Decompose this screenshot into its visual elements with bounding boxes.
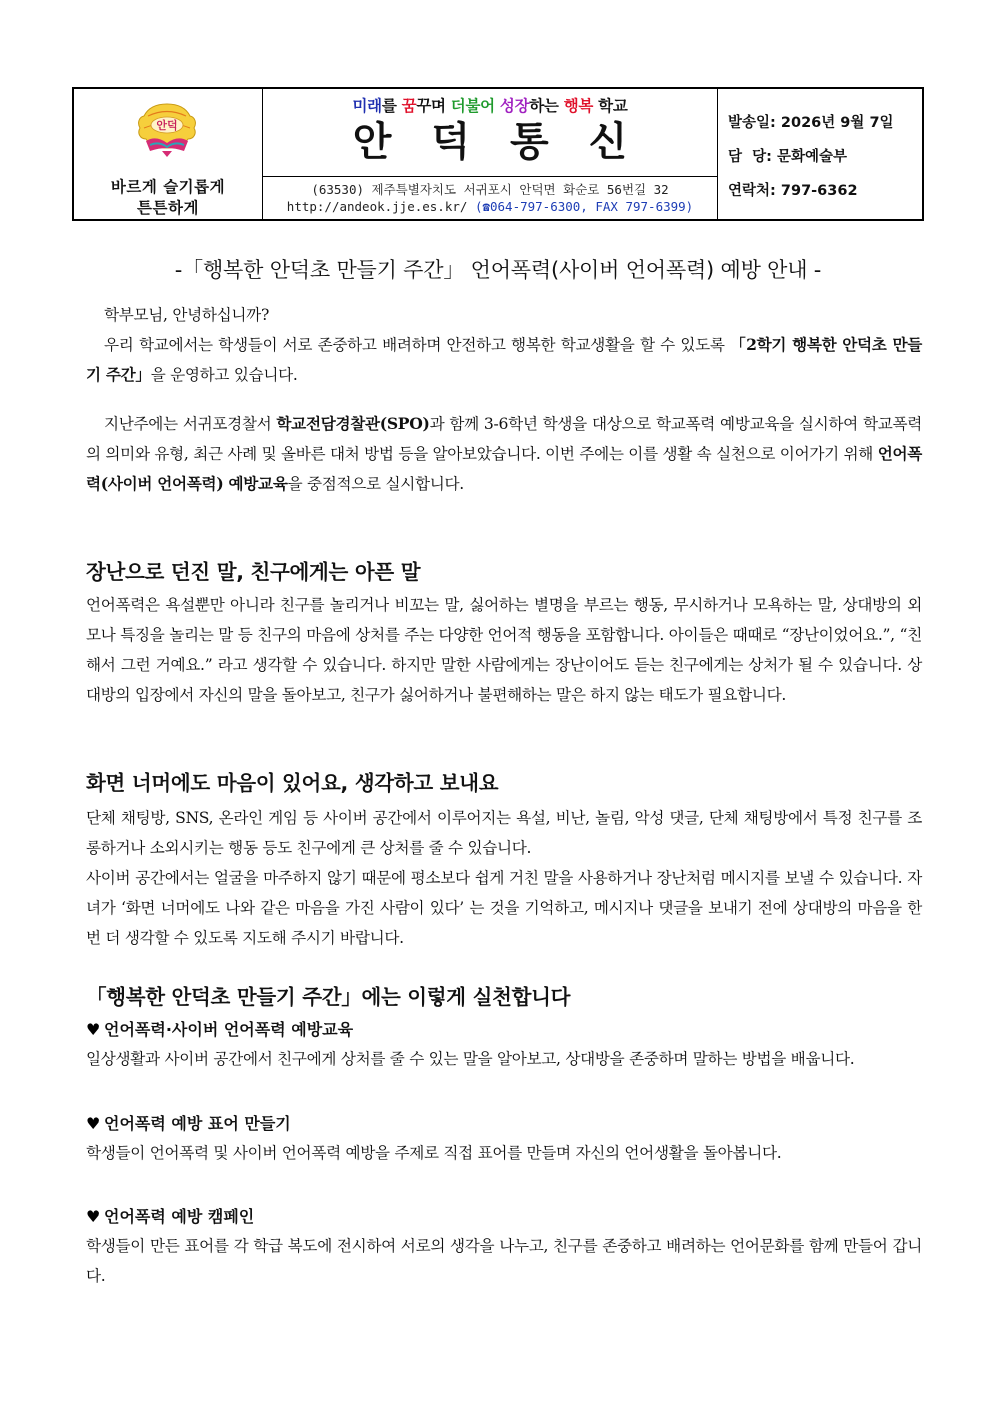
slogan-word: 더불어 <box>450 97 500 115</box>
school-address: (63530) 제주특별자치도 서귀포시 안덕면 화순로 56번길 32 <box>311 182 669 197</box>
department-label: 담 당: <box>728 149 772 165</box>
section-2-body-1: 단체 채팅방, SNS, 온라인 게임 등 사이버 공간에서 이루어지는 욕설, 비난, 놀림, 악성 댓글, 단체 채팅방에서 특정 친구를 조롱하거나 소외시키는 행동 등도 친구에게 큰 상처를 줄 수 있습니다. <box>86 809 922 857</box>
school-url-link[interactable]: http://andeok.jje.es.kr/ <box>286 199 468 214</box>
intro-text: 과 함께 3-6학년 학생을 대상으로 학교폭력 예방교육을 실시하여 학교폭력의 의미와 유형, 최근 사례 및 올바른 대처 방법 등을 알아보았습니다. 이번 주에는 이를 생활 속 실천으로 이어가기 위해 <box>86 415 922 463</box>
masthead-info-cell <box>718 89 922 219</box>
issue-date-line <box>728 111 894 132</box>
masthead-logo-cell <box>74 89 263 219</box>
practice-item-title <box>86 1204 254 1227</box>
motto-line-1: 바르게 슬기롭게 <box>110 178 226 196</box>
school-web-contact <box>263 198 717 215</box>
section-2-body-2: 사이버 공간에서는 얼굴을 마주하지 않기 때문에 평소보다 쉽게 거친 말을 사용하거나 장난처럼 메시지를 보낼 수 있습니다. 자녀가 ‘화면 너머에도 나와 같은 마음을 가진 사람이 있다’ 는 것을 기억하고, 메시지나 댓글을 보내기 전에 상대방의 마음을 한 번 더 생각할 수 있도록 지도해 주시기 바랍니다. <box>86 869 922 947</box>
masthead-title-cell <box>263 89 718 219</box>
practice-item-label: 언어폭력·사이버 언어폭력 예방교육 <box>104 1020 354 1039</box>
masthead-divider <box>263 176 717 177</box>
practice-item-label: 언어폭력 예방 캠페인 <box>104 1207 255 1226</box>
practice-item-title <box>86 1111 291 1134</box>
intro-paragraph-2 <box>86 409 922 499</box>
phone-label: 연락처: <box>728 183 776 199</box>
intro-emphasis: 학교전담경찰관(SPO) <box>276 414 430 433</box>
section-1-body: 언어폭력은 욕설뿐만 아니라 친구를 놀리거나 비꼬는 말, 싫어하는 별명을 부르는 행동, 무시하거나 모욕하는 말, 상대방의 외모나 특징을 놀리는 말 등 친구의 마음에 상처를 주는 다양한 언어적 행동을 포함합니다. 아이들은 때때로 “장난이었어요.”, “친해서 그런 거예요.” 라고 생각할 수 있습니다. 하지만 말한 사람에게는 장난이어도 듣는 친구에게는 상처가 될 수 있습니다. 상대방의 입장에서 자신의 말을 돌아보고, 친구가 싫어하거나 불편해하는 말은 하지 않는 태도가 필요합니다. <box>86 596 922 704</box>
intro-text: 우리 학교에서는 학생들이 서로 존중하고 배려하며 안전하고 행복한 학교생활을 할 수 있도록 <box>104 336 731 354</box>
phone-value: 797-6362 <box>780 183 858 199</box>
department-line <box>728 145 847 166</box>
issue-date-value: 2026년 9월 7일 <box>780 115 894 131</box>
school-address-block <box>263 181 717 215</box>
intro-text: 을 중점적으로 실시합니다. <box>287 475 464 493</box>
slogan-word: 꿈 <box>401 97 417 115</box>
heart-bullet-icon: ♥ <box>86 1020 101 1039</box>
intro-paragraph-1 <box>86 330 922 390</box>
department-value: 문화예술부 <box>776 149 848 165</box>
slogan-word: 하는 <box>529 97 564 115</box>
slogan-word: 를 <box>381 97 402 115</box>
section-2-title: 화면 너머에도 마음이 있어요, 생각하고 보내요 <box>86 771 499 795</box>
newsletter-masthead <box>72 87 924 221</box>
phone-line <box>728 179 858 200</box>
school-motto <box>74 177 262 219</box>
section-1-title: 장난으로 던진 말, 친구에게는 아픈 말 <box>86 560 421 584</box>
motto-line-2: 튼튼하게 <box>137 199 199 217</box>
greeting-paragraph: 학부모님, 안녕하십니까? <box>104 306 270 324</box>
slogan-word: 미래 <box>352 97 382 115</box>
issue-date-label: 발송일: <box>728 115 776 131</box>
heart-bullet-icon: ♥ <box>86 1207 101 1226</box>
newsletter-title: 안덕통신 <box>352 118 668 165</box>
slogan-word: 성장 <box>499 97 530 115</box>
slogan-word: 학교 <box>593 97 628 115</box>
intro-emphasis: 언어폭력(사이버 언어폭력) 예방교육 <box>86 444 922 493</box>
slogan-word: 꾸며 <box>416 97 451 115</box>
svg-text:안덕: 안덕 <box>156 119 178 132</box>
practice-item-body: 학생들이 언어폭력 및 사이버 언어폭력 예방을 주제로 직접 표어를 만들며 자신의 언어생활을 돌아봅니다. <box>86 1144 782 1162</box>
practice-item-body: 일상생활과 사이버 공간에서 친구에게 상처를 줄 수 있는 말을 알아보고, 상대방을 존중하며 말하는 방법을 배웁니다. <box>86 1050 855 1068</box>
slogan-word: 행복 <box>563 97 594 115</box>
practice-item-label: 언어폭력 예방 표어 만들기 <box>104 1114 291 1133</box>
intro-text: 을 운영하고 있습니다. <box>150 366 298 384</box>
intro-text: 지난주에는 서귀포경찰서 <box>104 415 277 433</box>
notice-headline: -「행복한 안덕초 만들기 주간」 언어폭력(사이버 언어폭력) 예방 안내 - <box>174 258 822 282</box>
school-emblem-icon <box>134 101 200 159</box>
section-3-title: 「행복한 안덕초 만들기 주간」에는 이렇게 실천합니다 <box>86 985 571 1009</box>
intro-emphasis: 「2학기 행복한 안덕초 만들기 주간」 <box>86 335 922 384</box>
school-slogan <box>263 94 717 116</box>
practice-item-title <box>86 1017 353 1040</box>
practice-item-body: 학생들이 만든 표어를 각 학급 복도에 전시하여 서로의 생각을 나누고, 친구를 존중하고 배려하는 언어문화를 함께 만들어 갑니다. <box>86 1237 922 1285</box>
school-phone-fax: (☎064-797-6300, FAX 797-6399) <box>474 199 694 214</box>
heart-bullet-icon: ♥ <box>86 1114 101 1133</box>
